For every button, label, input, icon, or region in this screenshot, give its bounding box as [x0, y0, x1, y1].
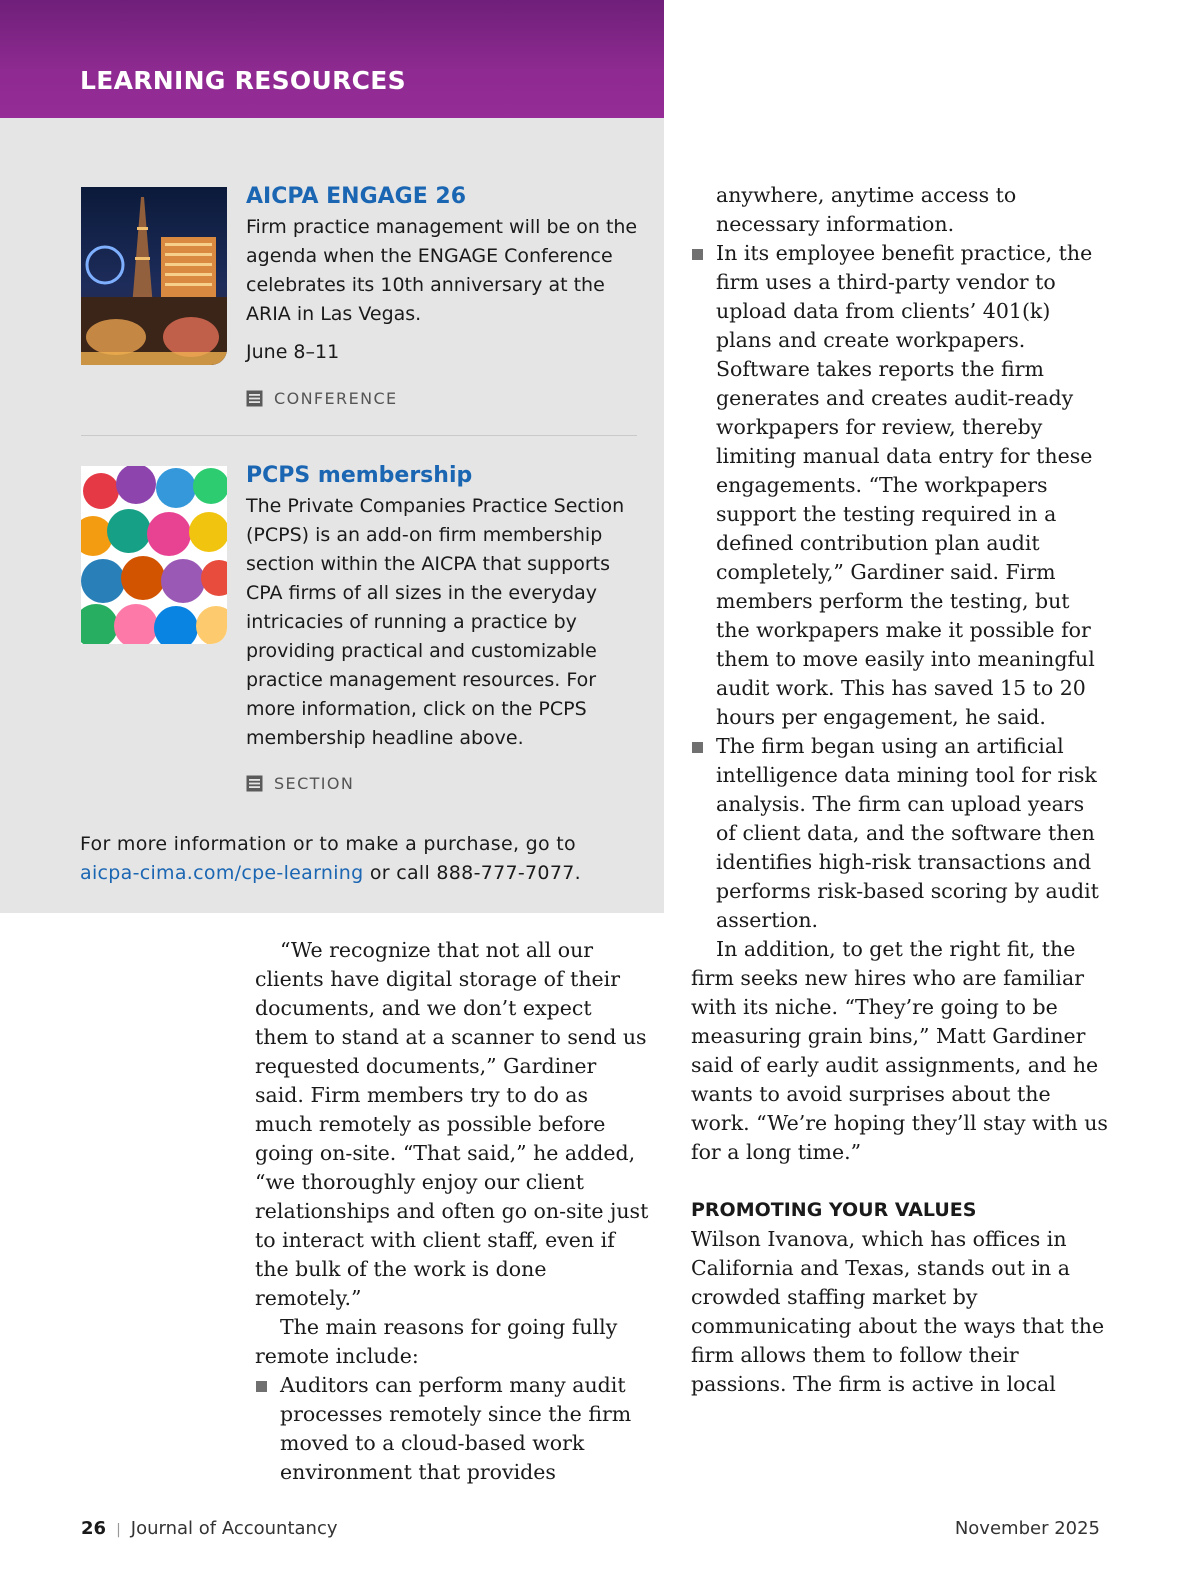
bullet-text: The firm began using an artificial intelligence data mining tool for risk analysis. The firm can upload years of client data, and the software then identifies high-risk transactions and performs risk-based scoring by audit assertion. [716, 734, 1099, 932]
article-paragraph: “We recognize that not all our clients have digital storage of their documents, and we don’t expect them to stand at a scanner to send us requested documents,” Gardiner said. Firm members try to do as much remotely as possible before going on-site. “That said,” he added, “we thoroughly enjoy our client relationships and often go on-site just to interact with client staff, even if the bulk of the work is done remotely.” [255, 938, 649, 1310]
article-column-right [691, 181, 1109, 1399]
document-list-icon [246, 775, 263, 792]
bullet-item [255, 1371, 650, 1487]
colorful-silhouettes-illustration[interactable] [81, 466, 227, 644]
footer-separator: | [116, 1522, 121, 1538]
document-list-icon [246, 390, 263, 407]
bullet-item [691, 239, 1109, 732]
resource-divider [81, 435, 637, 436]
bullet-continuation: anywhere, anytime access to necessary information. [716, 183, 1017, 236]
article-paragraph: The main reasons for going fully remote include: [255, 1315, 618, 1368]
article-paragraph: Wilson Ivanova, which has offices in California and Texas, stands out in a crowded staffing market by communicating about the ways that the firm allows them to follow their passions. The firm is active in local [691, 1227, 1105, 1396]
purchase-info [80, 830, 640, 888]
section-banner [0, 0, 664, 118]
las-vegas-skyline-photo[interactable] [81, 187, 227, 365]
publication-name: Journal of Accountancy [130, 1518, 338, 1539]
resource-tag-label: SECTION [274, 773, 355, 793]
square-bullet-icon [692, 742, 703, 753]
resource-tag-pcps [246, 773, 354, 793]
square-bullet-icon [256, 1381, 267, 1392]
resource-tag-engage [246, 388, 398, 408]
issue-date: November 2025 [954, 1518, 1100, 1539]
cpe-learning-link[interactable]: aicpa-cima.com/cpe-learning [80, 862, 364, 884]
bullet-text: Auditors can perform many audit processes remotely since the firm moved to a cloud-based work environment that provides [280, 1373, 632, 1484]
bullet-text: In its employee benefit practice, the firm uses a third-party vendor to upload data from clients’ 401(k) plans and create workpapers. Software takes reports the firm generates and creates audit-ready workpapers for review, thereby limiting manual data entry for these engagements. “The workpapers support the testing required in a defined contribution plan audit completely,” Gardiner said. Firm members perform the testing, but the workpapers make it possible for them to move easily into meaningful audit work. This has saved 15 to 20 hours per engagement, he said. [716, 241, 1095, 729]
resource-description-pcps: The Private Companies Practice Section (PCPS) is an add-on firm membership section within the AICPA that supports CPA firms of all sizes in the everyday intricacies of running a practice by providing practical and customizable practice management resources. For more information, click on the PCPS membership headline above. [246, 495, 625, 749]
section-title: LEARNING RESOURCES [80, 66, 406, 95]
bullet-item [691, 732, 1109, 935]
square-bullet-icon [692, 249, 703, 260]
article-column-left [255, 936, 650, 1487]
purchase-info-suffix: or call 888-777-7077. [369, 862, 581, 884]
footer-left [81, 1518, 338, 1539]
article-subheading: PROMOTING YOUR VALUES [691, 1199, 977, 1221]
page-number: 26 [81, 1518, 107, 1539]
resource-date-engage: June 8–11 [246, 341, 340, 363]
resource-title-engage[interactable]: AICPA ENGAGE 26 [246, 184, 467, 209]
article-paragraph: In addition, to get the right fit, the firm seeks new hires who are familiar with its niche. “They’re going to be measuring grain bins,” Matt Gardiner said of early audit assignments, and he wants to avoid surprises about the work. “We’re hoping they’ll stay with us for a long time.” [691, 937, 1108, 1164]
resource-tag-label: CONFERENCE [274, 388, 398, 408]
resource-description-engage: Firm practice management will be on the agenda when the ENGAGE Conference celebrates its 10th anniversary at the ARIA in Las Vegas. [246, 216, 638, 325]
resource-title-pcps[interactable]: PCPS membership [246, 463, 473, 488]
purchase-info-prefix: For more information or to make a purchase, go to [80, 833, 576, 855]
